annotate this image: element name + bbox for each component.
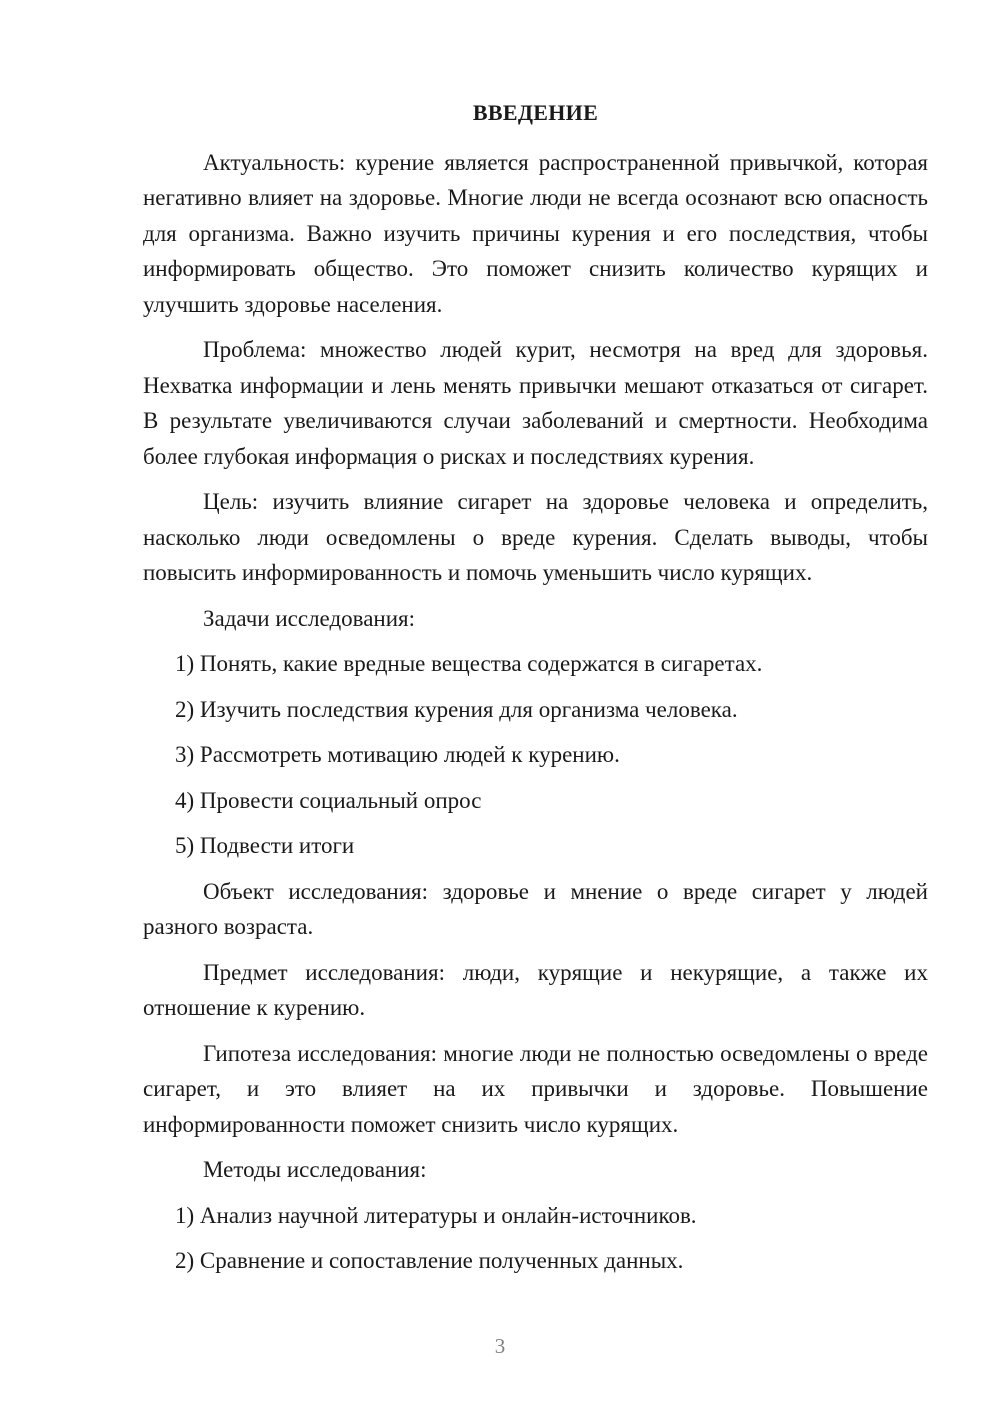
tasks-list <box>143 646 928 864</box>
relevance-paragraph: Актуальность: курение является распространенной привычкой, которая негативно влияет на здоровье. Многие люди не всегда осознают всю опасность для организма. Важно изучить причины курения и его последствия, чтобы информировать общество. Это поможет снизить количество курящих и улучшить здоровье населения. <box>143 149 928 317</box>
object-paragraph: Объект исследования: здоровье и мнение о вреде сигарет у людей разного возраста. <box>143 878 928 939</box>
problem-paragraph: Проблема: множество людей курит, несмотря на вред для здоровья. Нехватка информации и лень менять привычки мешают отказаться от сигарет. В результате увеличиваются случаи заболеваний и смертности. Необходима более глубокая информация о рисках и последствиях курения. <box>143 337 928 469</box>
list-item: 3) Рассмотреть мотивацию людей к курению. <box>175 742 620 767</box>
page-number: 3 <box>494 1334 506 1358</box>
subject-paragraph: Предмет исследования: люди, курящие и некурящие, а также их отношение к курению. <box>143 959 928 1020</box>
list-item: 2) Сравнение и сопоставление полученных данных. <box>175 1248 684 1273</box>
list-item: 2) Изучить последствия курения для организма человека. <box>175 696 738 722</box>
page-title: ВВЕДЕНИЕ <box>472 100 599 125</box>
document-page <box>143 95 928 1289</box>
methods-heading: Методы исследования: <box>203 1157 427 1182</box>
methods-list <box>143 1198 928 1279</box>
goal-paragraph: Цель: изучить влияние сигарет на здоровье человека и определить, насколько люди осведомлены о вреде курения. Сделать выводы, чтобы повысить информированность и помочь уменьшить число курящих. <box>143 489 928 585</box>
list-item: 5) Подвести итоги <box>175 833 355 858</box>
hypothesis-paragraph: Гипотеза исследования: многие люди не полностью осведомлены о вреде сигарет, и это влияет на их привычки и здоровье. Повышение информированности поможет снизить число курящих. <box>143 1040 928 1137</box>
list-item: 1) Понять, какие вредные вещества содержатся в сигаретах. <box>175 651 763 676</box>
tasks-heading: Задачи исследования: <box>203 605 416 631</box>
list-item: 4) Провести социальный опрос <box>175 787 482 813</box>
list-item: 1) Анализ научной литературы и онлайн-источников. <box>175 1202 697 1228</box>
